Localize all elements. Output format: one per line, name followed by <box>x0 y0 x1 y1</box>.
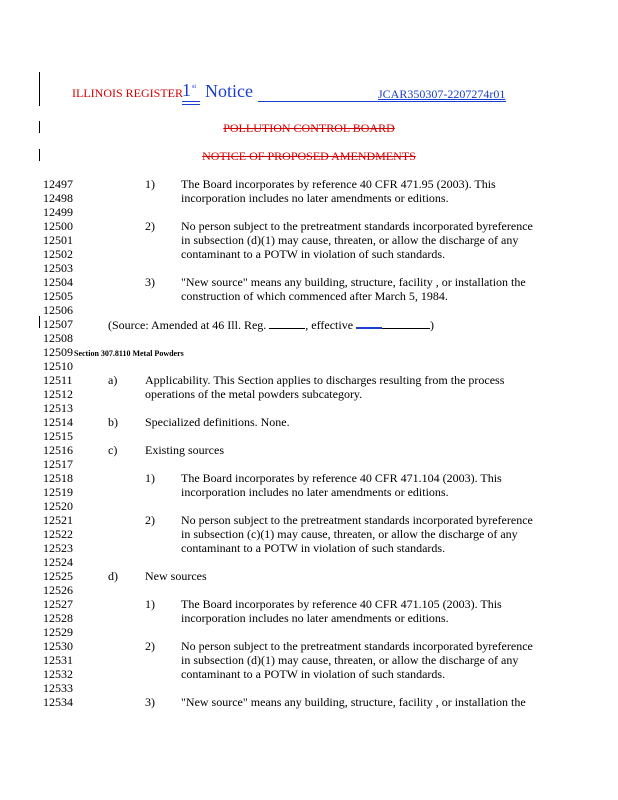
paragraph-text: in subsection (d)(1) may cause, threaten, or allow the discharge of any <box>181 653 519 667</box>
section-heading: Section 307.8110 Metal Powders <box>74 349 184 358</box>
line-number: 12512 <box>43 387 73 401</box>
revision-bar <box>39 316 40 328</box>
source-text: (Source: Amended at 46 Ill. Reg. <box>108 318 267 332</box>
paragraph-text: Specialized definitions. None. <box>145 415 290 429</box>
line-number: 12503 <box>43 261 73 275</box>
line-number: 12509 <box>43 345 73 359</box>
paragraph-text: The Board incorporates by reference 40 CFR 471.104 (2003). This <box>181 471 502 485</box>
item-marker: c) <box>108 443 118 457</box>
item-marker: 1) <box>145 597 155 611</box>
paragraph-text: incorporation includes no later amendments or editions. <box>181 191 449 205</box>
line-number: 12504 <box>43 275 73 289</box>
item-marker: 2) <box>145 513 155 527</box>
register-title: ILLINOIS REGISTER <box>72 86 183 100</box>
paragraph-text: in subsection (c)(1) may cause, threaten, or allow the discharge of any <box>181 527 518 541</box>
paragraph-text: incorporation includes no later amendments or editions. <box>181 611 449 625</box>
item-marker: b) <box>108 415 118 429</box>
source-close: ) <box>430 318 435 332</box>
line-number: 12511 <box>43 373 73 387</box>
line-number: 12500 <box>43 219 73 233</box>
line-number: 12531 <box>43 653 73 667</box>
line-number: 12526 <box>43 583 73 597</box>
line-number: 12524 <box>43 555 73 569</box>
line-number: 12497 <box>43 177 73 191</box>
item-marker: 1) <box>145 471 155 485</box>
source-note <box>108 317 434 332</box>
line-number: 12507 <box>43 317 73 331</box>
board-title: POLLUTION CONTROL BOARD <box>223 121 395 135</box>
paragraph-text: New sources <box>145 569 207 583</box>
line-number: 12501 <box>43 233 73 247</box>
line-number: 12533 <box>43 681 73 695</box>
line-number: 12513 <box>43 401 73 415</box>
notice-label: Notice <box>205 81 253 101</box>
line-number: 12527 <box>43 597 73 611</box>
paragraph-text: Existing sources <box>145 443 224 457</box>
paragraph-text: "New source" means any building, structure, facility , or installation the <box>181 695 526 709</box>
line-number: 12502 <box>43 247 73 261</box>
paragraph-text: operations of the metal powders subcategory. <box>145 387 363 401</box>
line-number: 12506 <box>43 303 73 317</box>
paragraph-text: in subsection (d)(1) may cause, threaten, or allow the discharge of any <box>181 233 519 247</box>
line-number: 12534 <box>43 695 73 709</box>
paragraph-text: The Board incorporates by reference 40 CFR 471.95 (2003). This <box>181 177 496 191</box>
item-marker: 2) <box>145 639 155 653</box>
line-number: 12520 <box>43 499 73 513</box>
line-number: 12508 <box>43 331 73 345</box>
effective-text: , effective <box>305 318 354 332</box>
line-number: 12516 <box>43 443 73 457</box>
paragraph-text: No person subject to the pretreatment standards incorporated byreference <box>181 219 533 233</box>
notice-number: 1 <box>182 80 191 100</box>
item-marker: 3) <box>145 275 155 289</box>
paragraph-text: The Board incorporates by reference 40 CFR 471.105 (2003). This <box>181 597 502 611</box>
line-number: 12532 <box>43 667 73 681</box>
paragraph-text: contaminant to a POTW in violation of such standards. <box>181 541 446 555</box>
effective-date-insert <box>356 317 382 329</box>
line-number: 12498 <box>43 191 73 205</box>
effective-date-blank <box>382 318 430 329</box>
line-number: 12528 <box>43 611 73 625</box>
line-number: 12529 <box>43 625 73 639</box>
line-number: 12525 <box>43 569 73 583</box>
line-number: 12518 <box>43 471 73 485</box>
item-marker: 2) <box>145 219 155 233</box>
paragraph-text: contaminant to a POTW in violation of such standards. <box>181 667 446 681</box>
paragraph-text: "New source" means any building, structure, facility , or installation the <box>181 275 526 289</box>
revision-bar <box>39 72 40 106</box>
paragraph-text: contaminant to a POTW in violation of such standards. <box>181 247 446 261</box>
item-marker: 3) <box>145 695 155 709</box>
line-number: 12522 <box>43 527 73 541</box>
document-id: JCAR350307-2207274r01 <box>378 87 506 101</box>
line-number: 12515 <box>43 429 73 443</box>
line-number: 12510 <box>43 359 73 373</box>
paragraph-text: No person subject to the pretreatment standards incorporated byreference <box>181 513 533 527</box>
double-underline <box>182 101 200 102</box>
item-marker: d) <box>108 569 118 583</box>
item-marker: 1) <box>145 177 155 191</box>
line-number: 12521 <box>43 513 73 527</box>
paragraph-text: No person subject to the pretreatment standards incorporated byreference <box>181 639 533 653</box>
notice-title: NOTICE OF PROPOSED AMENDMENTS <box>202 149 416 163</box>
notice-number-suffix: st <box>192 84 197 90</box>
register-blank <box>269 318 305 329</box>
paragraph-text: Applicability. This Section applies to discharges resulting from the process <box>145 373 505 387</box>
line-number: 12530 <box>43 639 73 653</box>
item-marker: a) <box>108 373 118 387</box>
line-number: 12519 <box>43 485 73 499</box>
line-number: 12505 <box>43 289 73 303</box>
line-number: 12517 <box>43 457 73 471</box>
paragraph-text: incorporation includes no later amendments or editions. <box>181 485 449 499</box>
double-underline <box>182 104 200 105</box>
line-number: 12523 <box>43 541 73 555</box>
line-number: 12499 <box>43 205 73 219</box>
line-number: 12514 <box>43 415 73 429</box>
paragraph-text: construction of which commenced after March 5, 1984. <box>181 289 448 303</box>
